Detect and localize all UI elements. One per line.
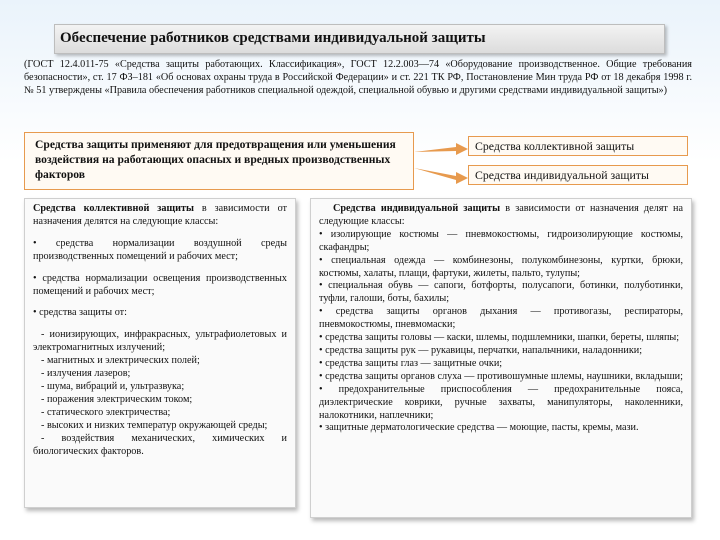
list-item: • специальная обувь — сапоги, ботфорты, полусапоги, ботинки, полуботинки, туфли, галоши, боты, бахилы;	[319, 280, 683, 305]
purpose-box: Средства защиты применяют для предотвращения или уменьшения воздействия на работающих опасных и вредных производственных факторов	[24, 132, 414, 190]
list-item: • средства защиты головы — каски, шлемы, подшлемники, шапки, береты, шляпы;	[319, 332, 680, 344]
collective-lead-rest: в зависимости от назначения делятся на следующие классы:	[33, 203, 287, 227]
individual-lead-bold: Средства индивидуальной защиты	[333, 203, 501, 214]
sub-item: - воздействия механических, химических и биологических факторов.	[33, 432, 287, 457]
sub-item: - поражения электрическим током;	[41, 393, 193, 405]
slide-title: Обеспечение работников средствами индивидуальной защиты	[60, 30, 486, 46]
list-item: • средства защиты глаз — защитные очки;	[319, 357, 503, 369]
list-item: • специальная одежда — комбинезоны, полукомбинезоны, куртки, брюки, костюмы, халаты, плащи, фартуки, жилеты, пальто, тулупы;	[319, 254, 683, 279]
intro-paragraph: (ГОСТ 12.4.011-75 «Средства защиты работающих. Классификация», ГОСТ 12.2.003—74 «Оборудование производственное. Общие требования безопасности», ст. 17 ФЗ–181 «Об основах охраны труда в Российской Федерации» и ст. 221 ТК РФ, Постановление Мин труда РФ от 18 декабря 1998 г. № 51 утверждены «Правила обеспечения работников специальной одеждой, специальной обувью и другими средствами индивидуальной защиты»)	[24, 59, 692, 97]
collective-protection-panel	[24, 198, 296, 508]
list-item: • средства нормализации воздушной среды производственных помещений и рабочих мест;	[33, 237, 287, 262]
list-item: • предохранительные приспособления — предохранительные пояса, диэлектрические коврики, ручные захваты, манипуляторы, наколенники, налокотники, наплечники;	[319, 383, 683, 421]
list-item: • средства защиты органов дыхания — противогазы, респираторы, пневмокостюмы, пневмомаски;	[319, 306, 683, 331]
list-item: • средства защиты органов слуха — противошумные шлемы, наушники, вкладыши;	[319, 370, 683, 382]
list-item: • защитные дерматологические средства — моющие, пасты, кремы, мази.	[319, 422, 639, 434]
individual-lead-rest: в зависимости от назначения делят на следующие классы:	[319, 203, 684, 227]
sub-item: - излучения лазеров;	[41, 368, 131, 380]
collective-lead	[33, 203, 287, 229]
list-item: • изолирующие костюмы — пневмокостюмы, гидроизолирующие костюмы, скафандры;	[319, 228, 683, 253]
collective-protection-box: Средства коллективной защиты	[468, 136, 688, 156]
sub-item: - ионизирующих, инфракрасных, ультрафиолетовых и электромагнитных излучений;	[33, 329, 287, 354]
list-item: • средства защиты рук — рукавицы, перчатки, напальчники, наладонники;	[319, 344, 643, 356]
list-item: • средства нормализации освещения производственных помещений и рабочих мест;	[33, 272, 287, 297]
sub-item: - магнитных и электрических полей;	[41, 355, 200, 367]
individual-protection-panel	[310, 198, 692, 518]
individual-lead	[319, 203, 683, 229]
branch-arrows-icon	[414, 138, 470, 186]
sub-item: - статического электричества;	[41, 406, 171, 418]
sub-item: - шума, вибраций и, ультразвука;	[41, 380, 185, 392]
list-item: • средства защиты от:	[33, 307, 127, 319]
sub-item: - высоких и низких температур окружающей среды;	[41, 419, 268, 431]
individual-protection-box: Средства индивидуальной защиты	[468, 165, 688, 185]
collective-lead-bold: Средства коллективной защиты	[33, 203, 194, 214]
